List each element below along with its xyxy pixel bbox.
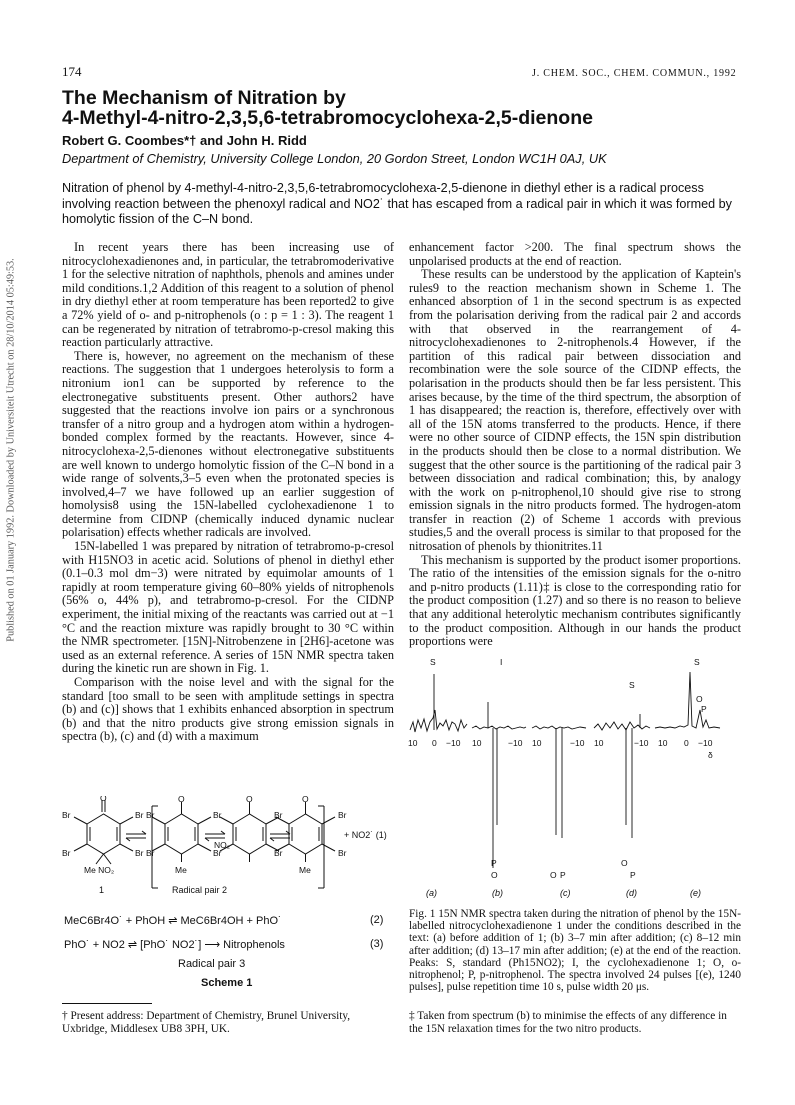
peak-labels — [430, 657, 707, 880]
tick-label: −10 — [698, 738, 713, 748]
svg-text:Br: Br — [62, 848, 71, 858]
tick-label: 10 — [472, 738, 482, 748]
panel-labels — [426, 888, 701, 898]
panel-label-d: (d) — [626, 888, 637, 898]
publication-sidebar-note — [4, 230, 18, 670]
right-column — [409, 241, 741, 649]
svg-text:Me NO₂: Me NO₂ — [84, 865, 115, 875]
reaction-2-number: (2) — [370, 914, 384, 926]
svg-text:Br: Br — [274, 848, 283, 858]
left-paragraph-3: 15N-labelled 1 was prepared by nitration of tetrabromo-p-cresol with H15NO3 in acetic acid. Solutions of phenol in diethyl ether (0.1–0.3 mol dm−3) were nitrated by equimolar amounts of 1 rapidly at room temperature giving 60–80% yields of nitrophenols (56% o, 44% p), and tetrabromo-p-cresol. For the CIDNP experiment, the initial mixing of the reactants was carried out at −1 °C and the reaction mixture was rapidly brought to 30 °C within the NMR spectrometer. [15N]-Nitrobenzene in [2H6]-acetone was used as an external reference. A series of 15N NMR spectra taken during the kinetic run are shown in Fig. 1. — [62, 539, 394, 676]
svg-text:NO₂: NO₂ — [214, 840, 231, 850]
equilibrium-arrow-1 — [126, 831, 146, 841]
right-paragraph-3: This mechanism is supported by the product isomer proportions. The ratio of the intensities of the emission signals for the o-nitro and p-nitro products (1.11)‡ is close to the corresponding ratio for the product composition (1.27) and so there is no reason to believe that any additional heterolytic mechanism contributes significantly to the product composition. Although in our hands the product proportions were — [409, 552, 741, 649]
svg-text:Br: Br — [146, 848, 155, 858]
scheme-no2-product: + NO2˙ (1) — [344, 830, 387, 840]
right-paragraph-1: enhancement factor >200. The final spectrum shows the unpolarised products at the end of reaction. — [409, 240, 741, 268]
svg-text:O: O — [246, 796, 253, 804]
svg-text:Br: Br — [213, 810, 222, 820]
svg-text:Br: Br — [338, 848, 347, 858]
peak-label-o-c: O — [550, 870, 557, 880]
panel-label-a: (a) — [426, 888, 437, 898]
tick-label: −10 — [634, 738, 649, 748]
svg-text:Br: Br — [274, 810, 283, 820]
tick-label: 10 — [658, 738, 668, 748]
spectrum-a — [410, 710, 467, 732]
panel-label-c: (c) — [560, 888, 571, 898]
tick-label: 0 — [432, 738, 437, 748]
structure-2b — [220, 802, 279, 862]
left-paragraph-2: There is, however, no agreement on the mechanism of these reactions. The suggestion that 1 undergoes heterolysis to form a nitronium ion1 can be supported by reference to the electronegative substituents present. Other authors2 have suggested that the reactions involve ion pairs or a synchronous transfer of a nitro group and a hydrogen atom within a hydrogen-bonded complex formed by the reactants. However, since 4-nitrocyclohexa-2,5-dienones without electronegative substituents are well known to undergo homolytic fission of the C–N bond in a wide range of solvents,3–5 even when the protonated species is involved,4–7 we have followed up an earlier suggestion of homolysis8 using the 15N-labelled cyclohexadienone 1 to determine from CIDNP (chemically induced dynamic nuclear polarisation) effects whether radicals are involved. — [62, 348, 394, 540]
tick-label: 10 — [594, 738, 604, 748]
structure-2c — [276, 802, 335, 862]
axis-ticks — [408, 738, 713, 760]
svg-text:O: O — [178, 796, 185, 804]
panel-label-b: (b) — [492, 888, 503, 898]
structure-2a — [152, 802, 211, 862]
panel-label-e: (e) — [690, 888, 701, 898]
spectrum-e — [655, 672, 720, 728]
structure-1 — [74, 800, 133, 864]
scheme-structures — [62, 796, 397, 901]
tick-label: 10 — [408, 738, 418, 748]
spectrum-c — [532, 726, 586, 729]
svg-text:Br: Br — [62, 810, 71, 820]
svg-text:O: O — [302, 796, 309, 804]
page-number: 174 — [62, 64, 82, 79]
svg-text:Br: Br — [135, 810, 144, 820]
title-line-2: 4-Methyl-4-nitro-2,3,5,6-tetrabromocyclohexa-2,5-dienone — [62, 107, 593, 129]
nmr-spectra-figure — [400, 650, 745, 905]
label-radical-pair-2: Radical pair 2 — [172, 885, 228, 895]
svg-text:Br: Br — [135, 848, 144, 858]
svg-text:Br: Br — [213, 848, 222, 858]
peak-label-i: I — [500, 657, 503, 667]
tick-label: −10 — [446, 738, 461, 748]
peak-label-p-b: P — [491, 858, 497, 868]
reaction-3: PhO˙ + NO2 ⇌ [PhO˙ NO2˙] ⟶ Nitrophenols — [64, 939, 285, 951]
spectrum-d — [594, 722, 650, 730]
peak-label-o-e: O — [696, 694, 703, 704]
svg-text:O: O — [100, 796, 107, 803]
peak-label-o-d: O — [621, 858, 628, 868]
svg-text:Me: Me — [299, 865, 311, 875]
svg-text:Br: Br — [146, 810, 155, 820]
peak-label-p-e: P — [701, 704, 707, 714]
label-radical-pair-3: Radical pair 3 — [178, 958, 246, 970]
scheme-title: Scheme 1 — [201, 977, 253, 989]
journal-header: J. CHEM. SOC., CHEM. COMMUN., 1992 — [532, 68, 737, 79]
axis-delta-label: δ — [708, 750, 713, 760]
label-compound-1: 1 — [99, 885, 105, 895]
footnote-right: ‡ Taken from spectrum (b) to minimise the effects of any difference in the 15N relaxation times for the two nitro products. — [409, 1010, 727, 1035]
right-paragraph-2: These results can be understood by the application of Kaptein's rules9 to the reaction mechanism shown in Scheme 1. The enhanced absorption of 1 in the second spectrum is as expected from the polarisation deriving from the radical pair 2 and accords with that observed in the rearrangement of 4-nitrocyclohexadienones to 2-nitrophenols.4 However, if the partition of this radical pair between dissociation and recombination were the sole source of the CIDNP effects, the polarisation in the products should then be far less persistent. This arises because, by the time of the third spectrum, the absorption of 1 has disappeared; the reaction is, therefore, effectively over with all of the 15N atoms transferred to the products. Hence, if there were no other source of CIDNP effects, the 15N spin distribution in the products should then be close to a normal distribution. We suggest that the other source is the partitioning of the radical pair 3 between dissociation and radical combination; this, by analogy with the work on p-nitrophenol,10 should give rise to strong emission signals in the nitro products formed. The hydrogen-atom transfer in reaction (2) of Scheme 1 accords with previous studies,5 and the overall process is similar to that proposed for the nitrosation of phenols by thionitrites.11 — [409, 267, 741, 554]
footnote-left: † Present address: Department of Chemistry, Brunel University, Uxbridge, Middlesex UB8 3PH, UK. — [62, 1010, 351, 1035]
abstract: Nitration of phenol by 4-methyl-4-nitro-2,3,5,6-tetrabromocyclohexa-2,5-dienone in diethyl ether is a radical process involving reaction between the phenoxyl radical and NO2˙ that has escaped from a radical pair in which it was formed by homolytic fission of the C–N bond. — [62, 181, 732, 226]
figure-caption: Fig. 1 15N NMR spectra taken during the nitration of phenol by the 15N-labelled nitrocyclohexadienone 1 under the conditions described in the text: (a) before addition of 1; (b) 3–7 min after addition; (c) 8–12 min after addition; (d) 13–17 min after addition; (e) at the end of the reaction. Peaks: S, standard (Ph15NO2); I, the cyclohexadienone 1; O, o-nitrophenol; P, p-nitrophenol. The spectra involved 24 pulses [(e), 1240 pulses], pulse repetition time 10 s, pulse width 20 μs. — [409, 908, 741, 994]
reaction-3-number: (3) — [370, 938, 384, 950]
authors: Robert G. Coombes*† and John H. Ridd — [62, 133, 307, 148]
title-line-1: The Mechanism of Nitration by — [62, 87, 346, 109]
left-paragraph-1: In recent years there has been increasing use of nitrocyclohexadienones and, in particular, the tetrabromoderivative 1 for the selective nitration of naphthols, phenols and amines under mild conditions.1,2 Addition of this reagent to a solution of phenol in dry diethyl ether at room temperature has been reported2 to give a 72% yield of o- and p-nitrophenols (o : p = 1 : 3). The reagent 1 can be regenerated by nitration of tetrabromo-p-cresol making this reaction particularly attractive. — [62, 240, 394, 350]
article-title — [62, 88, 752, 128]
peak-label-s-d: S — [629, 680, 635, 690]
tick-label: −10 — [570, 738, 585, 748]
peak-label-s-a: S — [430, 657, 436, 667]
svg-text:Me: Me — [175, 865, 187, 875]
peak-label-p-c: P — [560, 870, 566, 880]
tick-label: 0 — [684, 738, 689, 748]
svg-text:Br: Br — [338, 810, 347, 820]
equilibrium-arrow-3 — [270, 831, 290, 841]
peak-label-s-e: S — [694, 657, 700, 667]
left-column — [62, 241, 394, 744]
peak-label-o-b: O — [491, 870, 498, 880]
sidebar-note-text: Published on 01 January 1992. Downloaded by Universiteit Utrecht on 28/10/2014 05:49:53. — [5, 258, 17, 642]
left-paragraph-4: Comparison with the noise level and with the signal for the standard [too small to be seen with amplitude settings in spectra (b) and (c)] shows that 1 exhibits enhanced absorption in spectrum (b) and that the nitro products give strong emission signals in spectra (b), (c) and (d) with a maximum — [62, 675, 394, 744]
affiliation: Department of Chemistry, University College London, 20 Gordon Street, London WC1H 0AJ, UK — [62, 151, 607, 166]
tick-label: −10 — [508, 738, 523, 748]
footnote-rule-left — [62, 1003, 152, 1004]
tick-label: 10 — [532, 738, 542, 748]
spectrum-b — [472, 726, 526, 729]
peak-label-p-d: P — [630, 870, 636, 880]
reaction-2: MeC6Br4O˙ + PhOH ⇌ MeC6Br4OH + PhO˙ — [64, 915, 282, 927]
